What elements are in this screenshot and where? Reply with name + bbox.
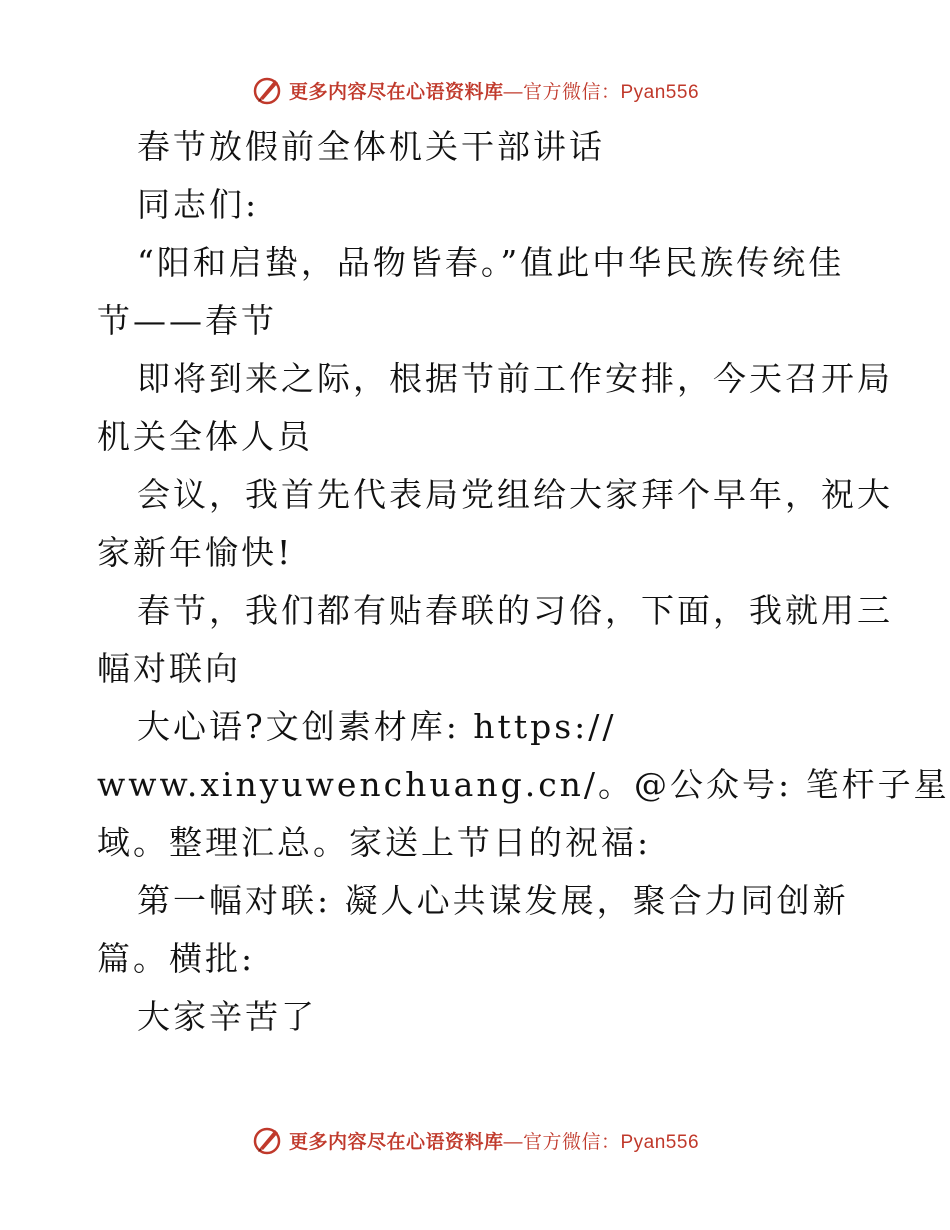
doc-line: 篇。横批: [97, 939, 256, 978]
watermark-main-text: 更多内容尽在心语资料库 [288, 81, 504, 103]
doc-line: 第一幅对联: 凝人心共谋发展，聚合力同创新 [137, 881, 849, 920]
watermark-separator: — [503, 1131, 523, 1153]
document-body [97, 118, 950, 1046]
doc-line: 即将到来之际，根据节前工作安排，今天召开局 [137, 359, 893, 398]
doc-line: 大家辛苦了 [137, 997, 317, 1036]
doc-line: 家新年愉快! [97, 533, 294, 572]
doc-line: 春节，我们都有贴春联的习俗，下面，我就用三 [137, 591, 893, 630]
header-watermark [0, 70, 950, 110]
doc-line: “阳和启蛰，品物皆春。”值此中华民族传统佳 [137, 243, 845, 282]
doc-line: www.xinyuwenchuang.cn/。@公众号: 笔杆子星 [97, 765, 950, 804]
doc-line: 节——春节 [97, 301, 277, 340]
footer-watermark-inner [251, 1124, 699, 1156]
quill-logo-icon [251, 1124, 283, 1156]
footer-watermark-text [289, 1127, 699, 1154]
doc-line: 会议，我首先代表局党组给大家拜个早年，祝大 [137, 475, 893, 514]
watermark-contact: 官方微信：Pyan556 [523, 1131, 700, 1153]
doc-line: 幅对联向 [97, 649, 241, 688]
doc-line: 大心语?文创素材库: https:// [137, 707, 617, 746]
watermark-separator: — [503, 81, 523, 103]
footer-watermark [0, 1120, 950, 1160]
watermark-main-text: 更多内容尽在心语资料库 [288, 1131, 504, 1153]
header-watermark-inner [251, 74, 699, 106]
doc-line: 机关全体人员 [97, 417, 313, 456]
watermark-contact: 官方微信：Pyan556 [523, 81, 700, 103]
quill-logo-icon [251, 74, 283, 106]
header-watermark-text [289, 77, 699, 104]
doc-line: 同志们: [137, 185, 260, 224]
doc-title: 春节放假前全体机关干部讲话 [137, 127, 605, 166]
doc-line: 域。整理汇总。家送上节日的祝福: [97, 823, 652, 862]
